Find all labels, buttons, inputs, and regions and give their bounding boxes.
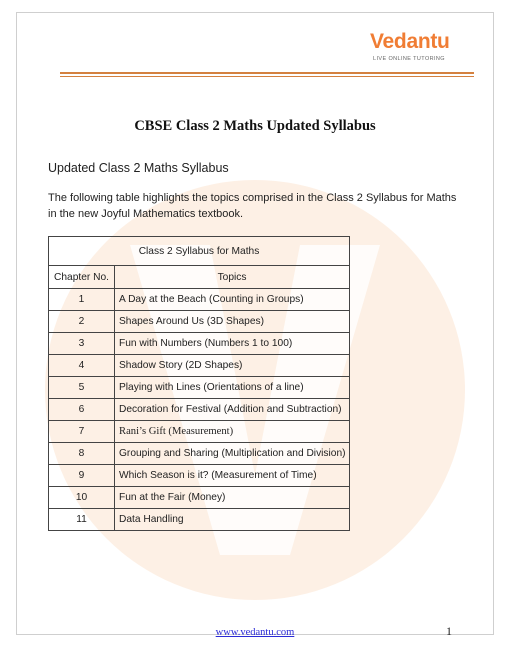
chapter-number: 2 <box>49 311 115 333</box>
chapter-number: 4 <box>49 355 115 377</box>
table-row <box>49 289 350 311</box>
chapter-number: 5 <box>49 377 115 399</box>
intro-paragraph: The following table highlights the topics comprised in the Class 2 Syllabus for Maths in the new Joyful Mathematics textbook. <box>48 192 457 220</box>
table-row <box>49 399 350 421</box>
chapter-number: 10 <box>49 487 115 509</box>
chapter-number: 9 <box>49 465 115 487</box>
table-row <box>49 311 350 333</box>
chapter-topic: A Day at the Beach (Counting in Groups) <box>115 289 350 311</box>
website-link[interactable]: www.vedantu.com <box>215 627 295 638</box>
chapter-topic: Data Handling <box>115 509 350 531</box>
chapter-topic: Playing with Lines (Orientations of a line) <box>115 377 350 399</box>
column-header-topics: Topics <box>115 266 350 289</box>
table-row <box>49 509 350 531</box>
table-row <box>49 443 350 465</box>
chapter-topic: Which Season is it? (Measurement of Time) <box>115 465 350 487</box>
table-row <box>49 465 350 487</box>
section-heading: Updated Class 2 Maths Syllabus <box>48 161 229 175</box>
chapter-topic: Rani’s Gift (Measurement) <box>115 421 350 443</box>
chapter-topic: Grouping and Sharing (Multiplication and Division) <box>115 443 350 465</box>
table-caption: Class 2 Syllabus for Maths <box>49 237 350 266</box>
logo-tagline: LIVE ONLINE TUTORING <box>373 56 445 62</box>
column-header-chapter: Chapter No. <box>49 266 115 289</box>
chapter-number: 3 <box>49 333 115 355</box>
table-row <box>49 421 350 443</box>
chapter-topic: Shapes Around Us (3D Shapes) <box>115 311 350 333</box>
vedantu-logo <box>360 30 470 70</box>
document-title: CBSE Class 2 Maths Updated Syllabus <box>134 118 376 134</box>
page-number: 1 <box>446 624 452 638</box>
chapter-number: 11 <box>49 509 115 531</box>
table-row <box>49 487 350 509</box>
chapter-topic: Fun at the Fair (Money) <box>115 487 350 509</box>
chapter-number: 1 <box>49 289 115 311</box>
header-rule-thin <box>60 76 474 77</box>
table-caption-row <box>49 237 350 266</box>
table-row <box>49 333 350 355</box>
chapter-topic: Decoration for Festival (Addition and Subtraction) <box>115 399 350 421</box>
chapter-topic: Fun with Numbers (Numbers 1 to 100) <box>115 333 350 355</box>
table-row <box>49 377 350 399</box>
chapter-number: 7 <box>49 421 115 443</box>
header-rule <box>60 72 474 74</box>
chapter-number: 8 <box>49 443 115 465</box>
table-header-row <box>49 266 350 289</box>
syllabus-table <box>48 236 350 531</box>
page-border-left <box>16 12 17 634</box>
logo-wordmark: Vedantu <box>370 30 450 53</box>
table-row <box>49 355 350 377</box>
chapter-number: 6 <box>49 399 115 421</box>
chapter-topic: Shadow Story (2D Shapes) <box>115 355 350 377</box>
page-border-top <box>16 12 494 13</box>
page-border-right <box>493 12 494 634</box>
